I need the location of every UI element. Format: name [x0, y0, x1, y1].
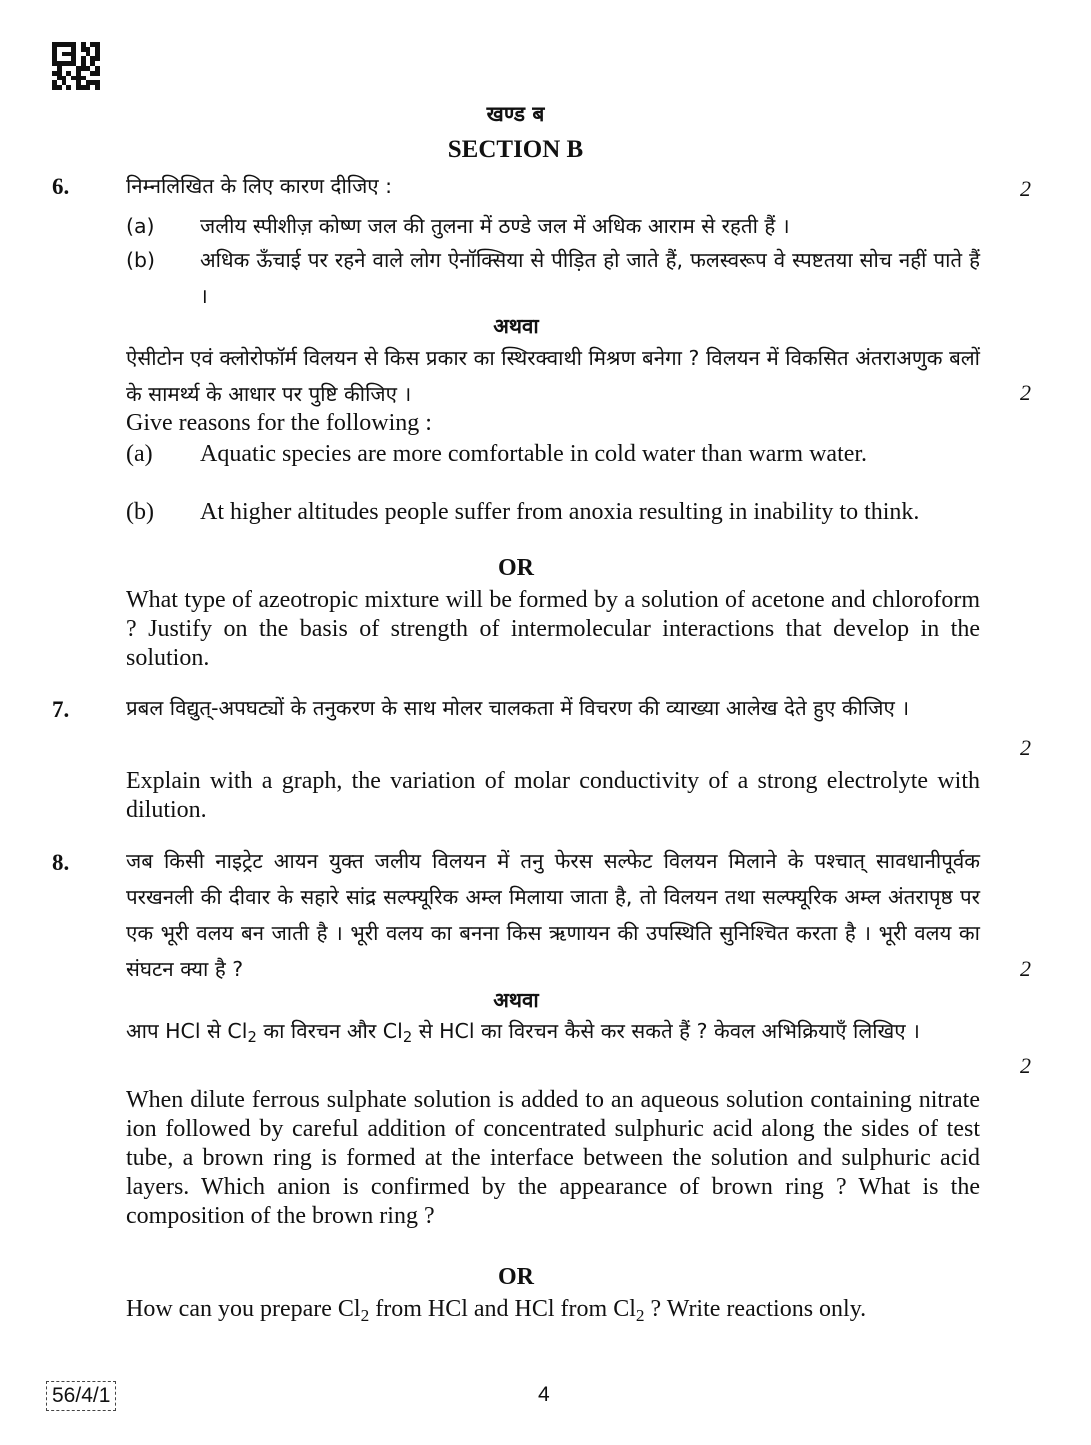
or-separator: अथवा	[493, 988, 539, 1012]
question-text: निम्नलिखित के लिए कारण दीजिए :	[126, 174, 393, 198]
question-text: When dilute ferrous sulphate solution is added to an aqueous solution containing nitrate ion followed by careful addition of concentrated sulphuric acid along the sides of test tube, a brown ring is formed at the interface between the solution and sulphuric acid layers. Which anion is confirmed by the appearance of brown ring ? What is the composition of the brown ring ?	[126, 1087, 980, 1229]
question-text: What type of azeotropic mixture will be formed by a solution of acetone and chloroform ? Justify on the basis of strength of intermolecular interactions that develop in the solution.	[126, 587, 980, 671]
marks: 2	[1020, 176, 1031, 201]
question-text: Give reasons for the following :	[126, 410, 432, 436]
option-label: (b)	[126, 248, 156, 272]
question-number: 7.	[52, 697, 70, 722]
marks: 2	[1020, 380, 1031, 405]
paper-code: 56/4/1	[46, 1381, 116, 1411]
question-text: ऐसीटोन एवं क्लोरोफॉर्म विलयन से किस प्रकार का स्थिरक्वाथी मिश्रण बनेगा ? विलयन में विकसित अंतराअणुक बलों के सामर्थ्य के आधार पर पुष्टि कीजिए ।	[126, 346, 980, 406]
or-separator: OR	[498, 555, 534, 581]
page-number: 4	[538, 1383, 550, 1406]
question-text: प्रबल विद्युत्-अपघट्यों के तनुकरण के साथ मोलर चालकता में विचरण की व्याख्या आलेख देते हुए कीजिए ।	[126, 696, 910, 720]
section-title-hindi: खण्ड ब	[486, 102, 545, 126]
marks: 2	[1020, 956, 1031, 981]
question-number: 8.	[52, 850, 70, 875]
question-text: आप HCl से $Cl_2$ का विरचन और $Cl_2$ से HCl का विरचन कैसे कर सकते हैं ? केवल अभिक्रियाएँ लिखिए ।	[126, 1019, 920, 1047]
or-separator: अथवा	[493, 314, 539, 338]
option-label: (a)	[126, 214, 155, 238]
question-text: जब किसी नाइट्रेट आयन युक्त जलीय विलयन में तनु फेरस सल्फेट विलयन मिलाने के पश्चात् सावधानीपूर्वक परखनली की दीवार के सहारे सांद्र सल्फ्यूरिक अम्ल मिलाया जाता है, तो विलयन तथा सल्फ्यूरिक अम्ल अंतरापृष्ठ पर एक भूरी वलय बन जाती है । भूरी वलय का बनना किस ऋणायन की उपस्थिति सुनिश्चित करता है । भूरी वलय का संघटन क्या है ?	[126, 849, 980, 981]
or-separator: OR	[498, 1264, 534, 1290]
question-text: How can you prepare $Cl_2$ from HCl and HCl from $Cl_2$ ? Write reactions only.	[126, 1296, 867, 1325]
question-number: 6.	[52, 174, 70, 199]
option-label: (b)	[126, 499, 154, 525]
section-title-english: SECTION B	[447, 136, 584, 163]
marks: 2	[1020, 735, 1031, 760]
option-label: (a)	[126, 441, 153, 467]
option-text: Aquatic species are more comfortable in cold water than warm water.	[200, 441, 868, 467]
option-text: At higher altitudes people suffer from anoxia resulting in inability to think.	[200, 499, 920, 525]
question-text: Explain with a graph, the variation of molar conductivity of a strong electrolyte with dilution.	[126, 768, 980, 823]
option-text: अधिक ऊँचाई पर रहने वाले लोग ऐनॉक्सिया से पीड़ित हो जाते हैं, फलस्वरूप वे स्पष्टतया सोच नहीं पाते हैं ।	[200, 248, 980, 308]
qr-code-icon	[52, 42, 100, 90]
marks: 2	[1020, 1053, 1031, 1078]
option-text: जलीय स्पीशीज़ कोष्ण जल की तुलना में ठण्डे जल में अधिक आराम से रहती हैं ।	[200, 214, 790, 238]
